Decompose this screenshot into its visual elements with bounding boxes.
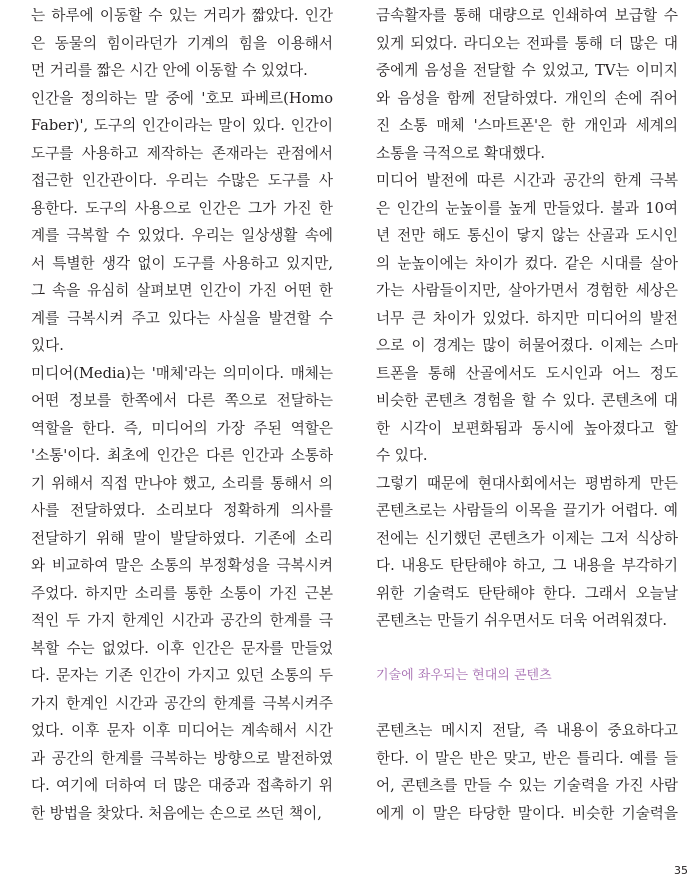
- text-line: 에게 이 말은 타당한 말이다. 비슷한 기술력을: [376, 804, 678, 822]
- text-line: 전에는 신기했던 콘텐츠가 이제는 그저 식상하: [376, 529, 678, 547]
- spacer: [376, 690, 678, 718]
- text-line: 금속활자를 통해 대량으로 인쇄하여 보급할 수: [376, 7, 678, 24]
- text-line: 먼 거리를 짧은 시간 안에 이동할 수 있었다.: [31, 62, 308, 79]
- text-line: 가는 사람들이지만, 살아가면서 경험한 세상은: [376, 282, 678, 299]
- text-line: 의 눈높이에는 차이가 컸다. 같은 시대를 살아: [376, 254, 678, 272]
- left-text-column: [31, 2, 333, 827]
- text-line: 으로 이 경계는 많이 허물어졌다. 이제는 스마: [376, 337, 678, 354]
- text-line: 너무 큰 차이가 있었다. 하지만 미디어의 발전: [376, 309, 678, 327]
- text-line: 는 하루에 이동할 수 있는 거리가 짧았다. 인간: [31, 7, 333, 24]
- text-line: 그 속을 유심히 살펴보면 인간이 가진 어떤 한: [31, 282, 333, 299]
- page-number: 35: [674, 864, 688, 877]
- text-line: 가지 한계인 시간과 공간의 한계를 극복시켜주: [31, 694, 333, 712]
- text-line: 다. 문자는 기존 인간이 가지고 있던 소통의 두: [31, 667, 333, 684]
- text-line: 한다. 이 말은 반은 맞고, 반은 틀리다. 예를 들: [376, 749, 678, 767]
- text-line: 어떤 정보를 한쪽에서 다른 쪽으로 전달하는: [31, 392, 333, 409]
- text-line: Faber)', 도구의 인간이라는 말이 있다. 인간이: [31, 117, 333, 134]
- text-line: 한 방법을 찾았다. 처음에는 손으로 쓰던 책이,: [31, 804, 322, 822]
- text-line: 계를 극복시켜 주고 있다는 사실을 발견할 수: [31, 309, 333, 327]
- text-line: 콘텐츠는 메시지 전달, 즉 내용이 중요하다고: [376, 722, 678, 739]
- text-line: 콘텐츠로는 사람들의 이목을 끌기가 어렵다. 예: [376, 502, 678, 519]
- text-line: 었다. 이후 문자 이후 미디어는 계속해서 시간: [31, 722, 333, 739]
- text-line: 과 공간의 한계를 극복하는 방향으로 발전하였: [31, 749, 333, 767]
- text-line: 와 비교하여 말은 소통의 부정확성을 극복시켜: [31, 557, 333, 574]
- text-line: 적인 두 가지 한계인 시간과 공간의 한계를 극: [31, 612, 333, 629]
- text-line: 다. 내용도 탄탄해야 하고, 그 내용을 부각하기: [376, 557, 678, 574]
- text-line: 은 인간의 눈높이를 높게 만들었다. 불과 10여: [376, 199, 678, 217]
- text-line: 계를 극복할 수 있었다. 우리는 일상생활 속에: [31, 227, 333, 244]
- text-line: 소통을 극적으로 확대했다.: [376, 144, 545, 162]
- text-line: '소통'이다. 최초에 인간은 다른 인간과 소통하: [31, 447, 333, 464]
- text-line: 도구를 사용하고 제작하는 존재라는 관점에서: [31, 144, 333, 162]
- text-line: 한 시각이 보편화됨과 동시에 높아졌다고 할: [376, 419, 678, 437]
- text-line: 인간을 정의하는 말 중에 '호모 파베르(Homo: [31, 89, 333, 107]
- text-line: 전달하기 위해 말이 발달하였다. 기존에 소리: [31, 529, 333, 547]
- text-line: 트폰을 통해 산골에서도 도시인과 어느 정도: [376, 364, 678, 382]
- text-line: 은 동물의 힘이라던가 기계의 힘을 이용해서: [31, 34, 333, 52]
- text-line: 비슷한 콘텐츠 경험을 할 수 있다. 콘텐츠에 대: [376, 392, 678, 409]
- text-line: 주었다. 하지만 소리를 통한 소통이 가진 근본: [31, 584, 333, 602]
- text-line: 사를 전달하였다. 소리보다 정확하게 의사를: [31, 502, 333, 519]
- text-line: 진 소통 매체 '스마트폰'은 한 개인과 세계의: [376, 117, 678, 134]
- text-line: 와 음성을 함께 전달하였다. 개인의 손에 쥐어: [376, 89, 678, 107]
- text-line: 있다.: [31, 337, 64, 354]
- text-line: 역할을 한다. 즉, 미디어의 가장 주된 역할은: [31, 419, 333, 437]
- text-line: 중에게 음성을 전달할 수 있었고, TV는 이미지: [376, 62, 678, 79]
- text-line: 어, 콘텐츠를 만들 수 있는 기술력을 가진 사람: [376, 777, 678, 794]
- text-line: 다. 여기에 더하여 더 많은 대중과 접촉하기 위: [31, 777, 333, 794]
- text-line: 서 특별한 생각 없이 도구를 사용하고 있지만,: [31, 254, 333, 272]
- text-line: 있게 되었다. 라디오는 전파를 통해 더 많은 대: [376, 34, 678, 52]
- text-line: 콘텐츠는 만들기 쉬우면서도 더욱 어려워졌다.: [376, 612, 668, 629]
- text-line: 미디어 발전에 따른 시간과 공간의 한계 극복: [376, 172, 678, 189]
- text-line: 미디어(Media)는 '매체'라는 의미이다. 매체는: [31, 364, 333, 382]
- right-text-column: [376, 2, 678, 827]
- text-line: 복할 수는 없었다. 이후 인간은 문자를 만들었: [31, 639, 333, 657]
- text-line: 년 전만 해도 통신이 닿지 않는 산골과 도시인: [376, 227, 678, 244]
- text-line: 그렇기 때문에 현대사회에서는 평범하게 만든: [376, 474, 678, 492]
- text-line: 용한다. 도구의 사용으로 인간은 그가 가진 한: [31, 199, 333, 217]
- section-heading: 기술에 좌우되는 현대의 콘텐츠: [376, 668, 552, 683]
- text-line: 기 위해서 직접 만나야 했고, 소리를 통해서 의: [31, 474, 333, 492]
- spacer: [376, 635, 678, 663]
- text-line: 수 있다.: [376, 447, 428, 464]
- text-line: 위한 기술력도 탄탄해야 한다. 그래서 오늘날: [376, 584, 678, 602]
- text-line: 접근한 인간관이다. 우리는 수많은 도구를 사: [31, 172, 333, 189]
